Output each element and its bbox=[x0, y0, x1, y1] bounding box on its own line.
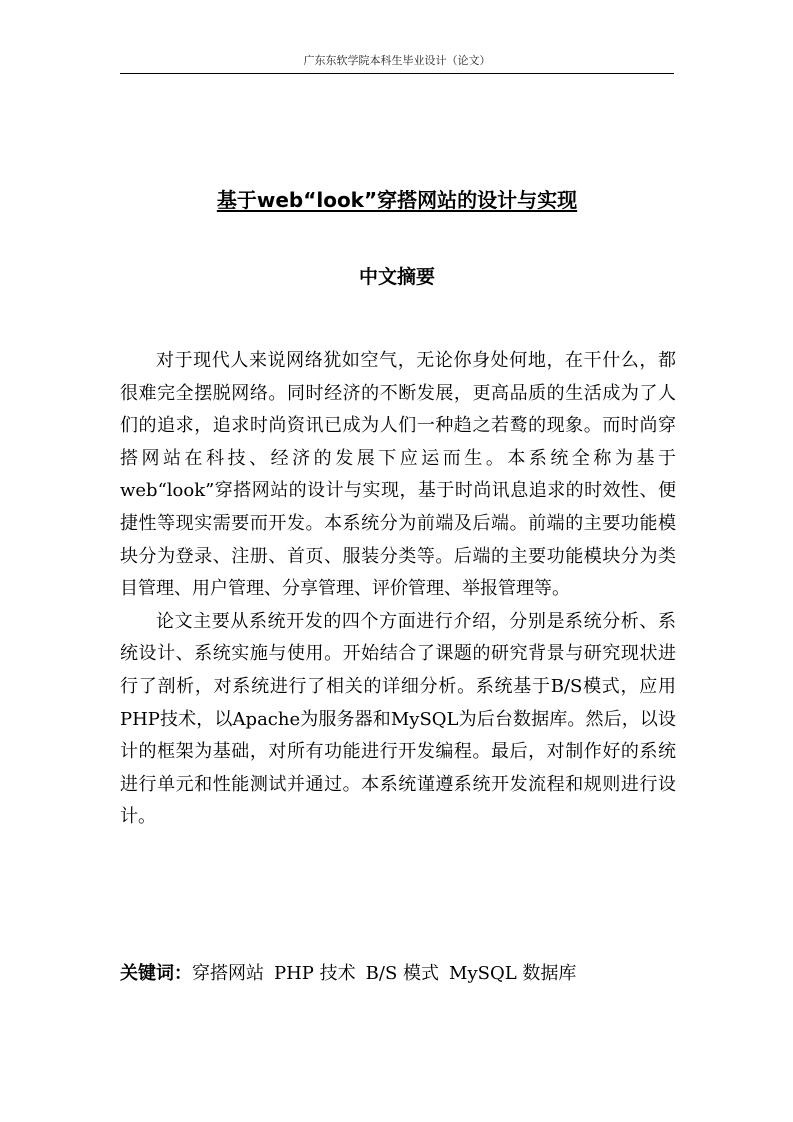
header-divider bbox=[120, 73, 674, 74]
keyword-item: 穿搭网站 bbox=[192, 963, 264, 984]
page-header: 广东东软学院本科生毕业设计（论文） bbox=[303, 55, 491, 67]
keyword-item: MySQL 数据库 bbox=[449, 963, 577, 984]
abstract-heading: 中文摘要 bbox=[358, 266, 435, 288]
abstract-body bbox=[120, 345, 676, 834]
abstract-paragraph-2: 论文主要从系统开发的四个方面进行介绍，分别是系统分析、系统设计、系统实施与使用。开始结合了课题的研究背景与研究现状进行了剖析，对系统进行了相关的详细分析。系统基于B/S模式，应用PHP技术，以Apache为服务器和MySQL为后台数据库。然后，以设计的框架为基础，对所有功能进行开发编程。最后，对制作好的系统进行单元和性能测试并通过。本系统谨遵系统开发流程和规则进行设计。 bbox=[120, 610, 676, 828]
keyword-item: B/S 模式 bbox=[365, 963, 440, 984]
abstract-paragraph-1: 对于现代人来说网络犹如空气，无论你身处何地，在干什么，都很难完全摆脱网络。同时经济的不断发展，更高品质的生活成为了人们的追求，追求时尚资讯已成为人们一种趋之若鹜的现象。而时尚穿搭网站在科技、经济的发展下应运而生。本系统全称为基于web“look”穿搭网站的设计与实现，基于时尚讯息追求的时效性、便捷性等现实需要而开发。本系统分为前端及后端。前端的主要功能模块分为登录、注册、首页、服装分类等。后端的主要功能模块分为类目管理、用户管理、分享管理、评价管理、举报管理等。 bbox=[120, 350, 676, 600]
keywords-line bbox=[120, 959, 680, 989]
document-title: 基于web“look”穿搭网站的设计与实现 bbox=[216, 188, 578, 212]
keyword-item: PHP 技术 bbox=[274, 963, 356, 984]
keywords-label: 关键词： bbox=[120, 963, 192, 984]
